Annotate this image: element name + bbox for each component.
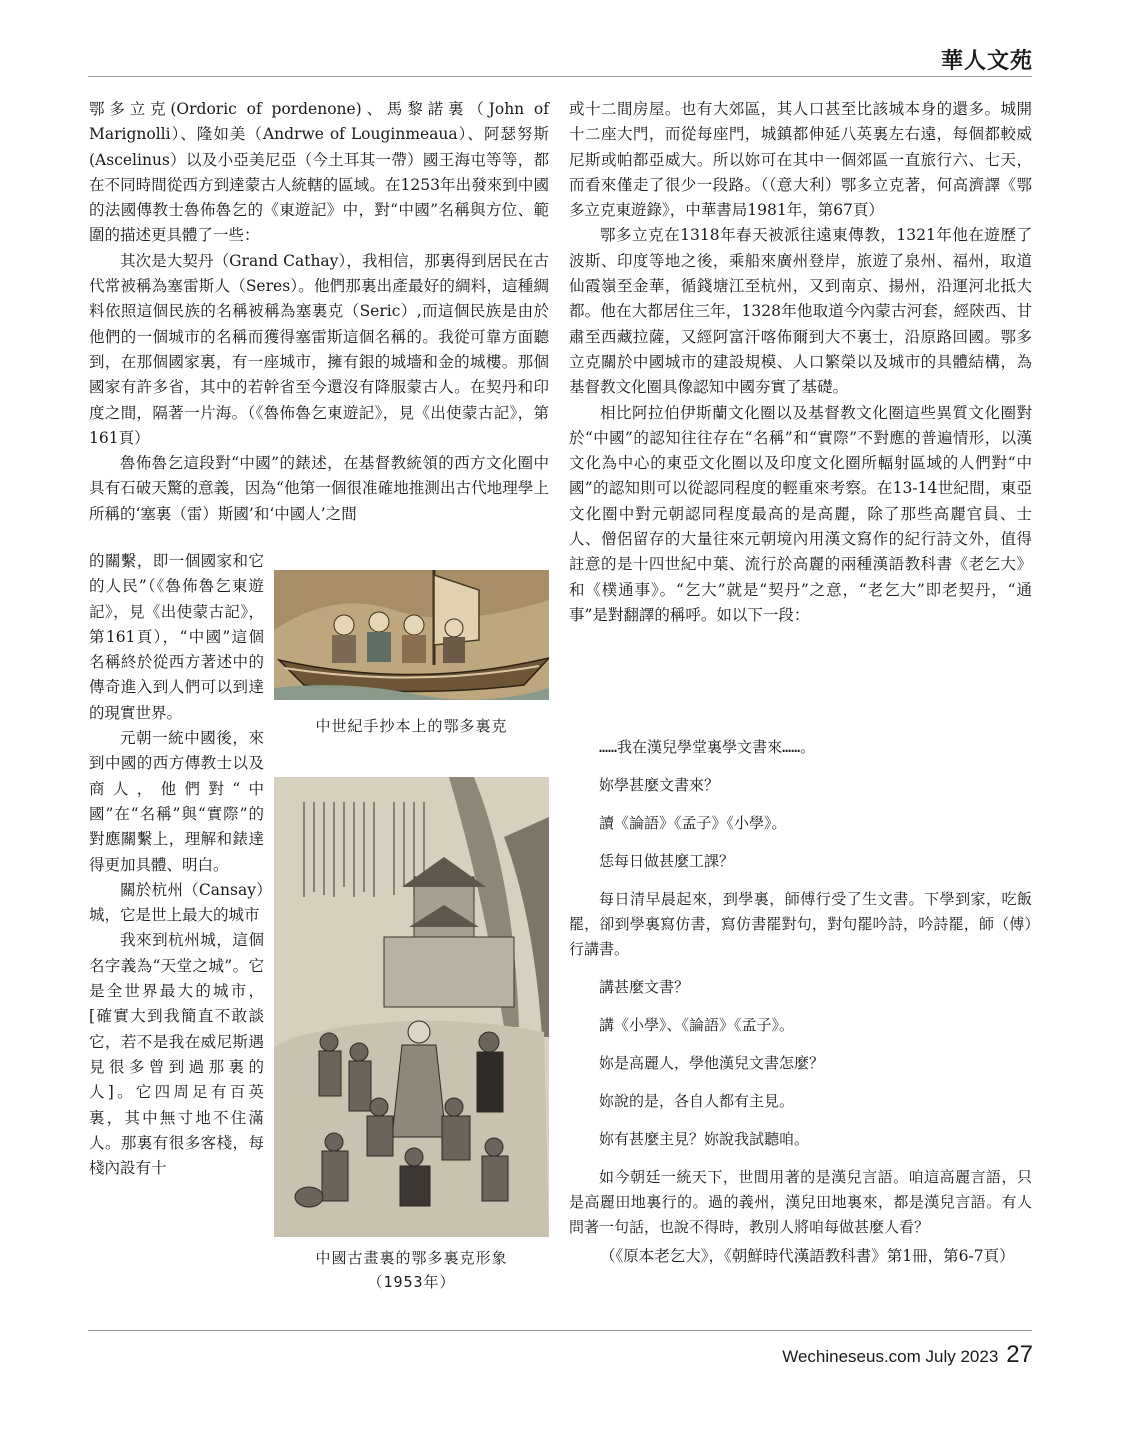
footer-site: Wechineseus.com July 2023	[782, 1347, 999, 1366]
paragraph: 相比阿拉伯伊斯蘭文化圈以及基督教文化圈這些異質文化圈對於“中國”的認知往往存在“名稱”和“實際”不對應的普遍情形，以漢文化為中心的東亞文化圈以及印度文化圈所輻射區域的人們對“中國”的認知則可以從認同程度的輕重來考察。在13-14世紀間，東亞文化圈中對元朝認同程度最高的是高麗，除了那些高麗官員、士人、僧侶留存的大量往來元朝境內用漢文寫作的紀行詩文外，值得註意的是十四世紀中葉、流行於高麗的兩種漢語教科書《老乞大》和《樸通事》。“乞大”就是“契丹”之意，“老乞大”即老契丹，“通事”是對翻譯的稱呼。如以下一段：	[569, 403, 1032, 624]
paragraph: 鄂多立克(Ordoric of pordenone)、馬黎諾裏（John of Marignolli）、隆如美（Andrwe of Louginmeaua）、阿瑟努斯(Ascelinus）以及小亞美尼亞（今土耳其一帶）國王海屯等等，都在不同時間從西方到達蒙古人統轄的區域。在1253年出發來到中國的法國傳教士魯佈魯乞的《東遊記》中，對“中國”名稱與方位、範圍的描述更具體了一些：	[89, 100, 549, 245]
figure-caption	[274, 1246, 549, 1294]
dialogue-line: 每日清早晨起來，到學裏，師傅行受了生文書。下學到家，吃飯罷，卻到學裏寫仿書，寫仿書罷對句，對句罷吟詩，吟詩罷，師（傅）行講書。	[569, 890, 1032, 958]
page-number: 27	[1006, 1341, 1033, 1368]
dialogue-line: 講《小學》、《論語》《孟子》。	[599, 1016, 795, 1034]
paragraph: 其次是大契丹（Grand Cathay），我相信，那裏得到居民在古代常被稱為塞雷斯人（Seres）。他們那裏出產最好的綢料，這種綢料依照這個民族的名稱被稱為塞裏克（Seric）,而這個民族是由於他們的一個城市的名稱而獲得塞雷斯這個名稱的。我從可靠方面聽到，在那個國家裏，有一座城市，擁有銀的城墻和金的城樓。那個國家有許多省，其中的若幹省至今還沒有降服蒙古人。在契丹和印度之間，隔著一片海。（《魯佈魯乞東遊記》，見《出使蒙古記》，第161頁）	[89, 251, 549, 447]
dialogue-excerpt	[569, 735, 1032, 1253]
paragraph: 我來到杭州城，這個名字義為“天堂之城”。它是全世界最大的城市，[確實大到我簡直不敢談它，若不是我在威尼斯遇見很多曾到過那裏的人]。它四周足有百英裏，其中無寸地不住滿人。那裏有很多客棧，每棧內設有十	[89, 931, 264, 1178]
paragraph: 魯佈魯乞這段對“中國”的錶述，在基督教統領的西方文化圈中具有石破天驚的意義，因為“他第一個很准確地推測出古代地理學上所稱的‘塞裏（雷）斯國’和‘中國人’之間	[89, 454, 549, 523]
dialogue-line: 如今朝廷一統天下，世間用著的是漢兒言語。咱這高麗言語，只是高麗田地裏行的。過的義州，漢兒田地裏來，都是漢兒言語。有人問著一句話，也說不得時，教別人將咱每做甚麼人看？	[569, 1168, 1032, 1236]
citation: （《原本老乞大》，《朝鮮時代漢語教科書》第1冊，第6-7頁）	[600, 1247, 1015, 1265]
chinese-painting-image	[274, 777, 549, 1237]
footer	[782, 1341, 1033, 1369]
dialogue-line: 妳有甚麼主見？妳說我試聽咱。	[599, 1130, 810, 1148]
left-narrow-column	[89, 549, 264, 1181]
dialogue-line: 妳學甚麼文書來？	[599, 776, 720, 794]
paragraph: 或十二間房屋。也有大郊區，其人口甚至比該城本身的還多。城開十二座大門，而從每座門，城鎮都伸延八英裏左右遠，每個都較威尼斯或帕都亞威大。所以妳可在其中一個郊區一直旅行六、七天，而看來僅走了很少一段路。（（意大利）鄂多立克著，何高濟譯《鄂多立克東遊錄》，中華書局1981年，第67頁）	[569, 100, 1032, 220]
manuscript-boat-image	[274, 570, 549, 700]
caption-line: 中國古畫裏的鄂多裏克形象	[315, 1249, 508, 1267]
figure-caption: 中世紀手抄本上的鄂多裏克	[315, 717, 508, 735]
footer-divider	[88, 1330, 1032, 1331]
dialogue-line: 妳說的是，各自人都有主見。	[599, 1092, 795, 1110]
left-column	[89, 97, 549, 527]
section-title: 華人文苑	[940, 48, 1033, 74]
right-column	[569, 97, 1032, 628]
paragraph: 鄂多立克在1318年春天被派往遠東傳教，1321年他在遊歷了波斯、印度等地之後，乘船來廣州登岸，旅遊了泉州、福州，取道仙霞嶺至金華，循錢塘江至杭州，又到南京、揚州，沿運河北抵大都。他在大都居住三年，1328年他取道今內蒙古河套，經陝西、甘肅至西藏拉薩，又經阿富汗喀佈爾到大不裏士，沿原路回國。鄂多立克關於中國城市的建設規模、人口繁榮以及城市的具體結構，為基督教文化圈具像認知中國夯實了基礎。	[569, 226, 1032, 397]
paragraph: 元朝一統中國後，來到中國的西方傳教士以及商人，他們對“中國”在“名稱”與“實際”的對應關繫上，理解和錶達得更加具體、明白。	[89, 729, 264, 874]
dialogue-line: 講甚麼文書？	[599, 978, 690, 996]
paragraph: 關於杭州（Cansay）城，它是世上最大的城市	[89, 880, 264, 925]
dialogue-line: ……我在漢兒學堂裏學文書來……。	[599, 738, 816, 756]
header-divider	[88, 76, 1032, 77]
caption-line: （1953年）	[367, 1273, 456, 1291]
paragraph: 的關繫，即一個國家和它的人民”（《魯佈魯乞東遊記》，見《出使蒙古記》，第161頁），“中國”這個名稱終於從西方著述中的傳奇進入到人們可以到達的現實世界。	[89, 552, 264, 722]
dialogue-line: 恁每日做甚麼工課？	[599, 852, 735, 870]
dialogue-line: 妳是高麗人，學他漢兒文書怎麼？	[599, 1054, 825, 1072]
dialogue-line: 讀《論語》《孟子》《小學》。	[599, 814, 787, 832]
